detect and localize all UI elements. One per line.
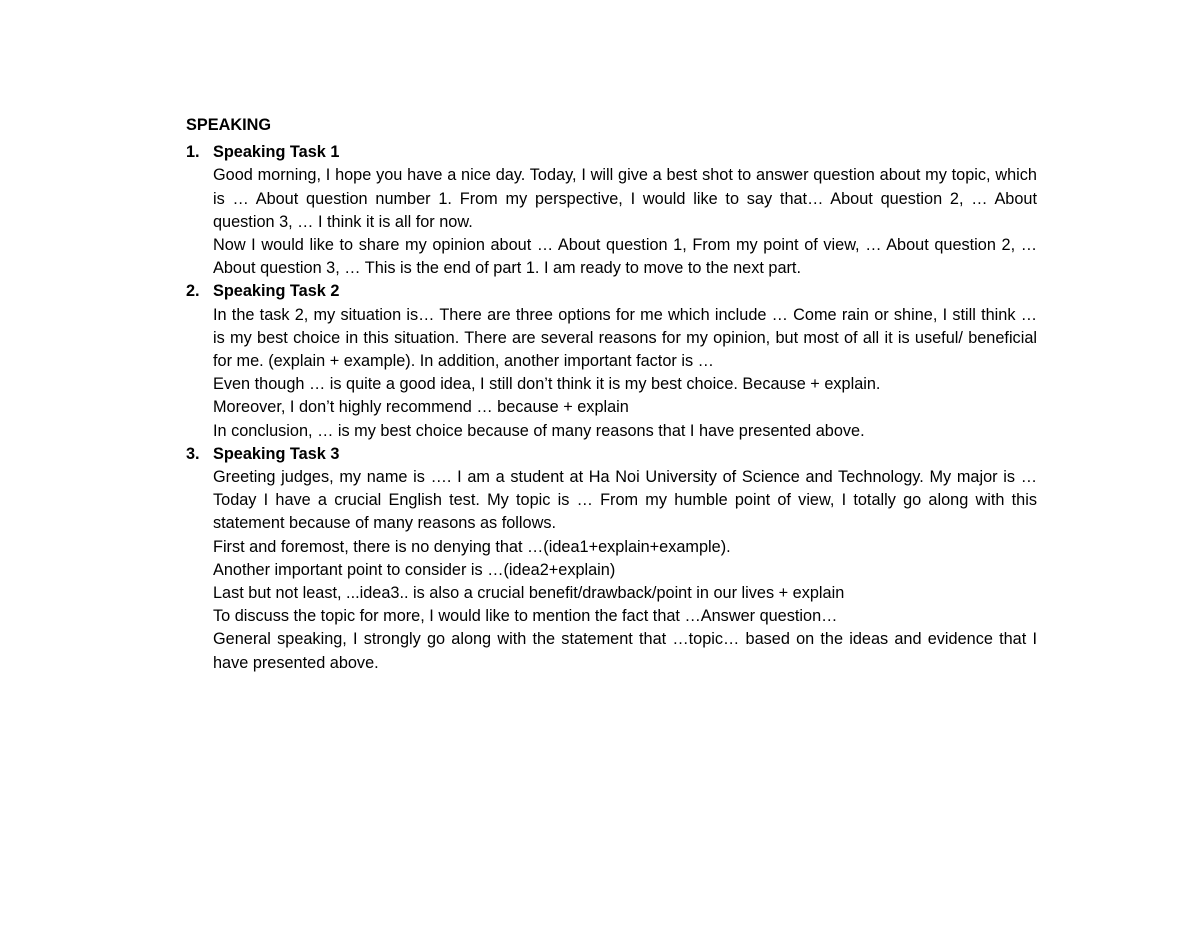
paragraph: Even though … is quite a good idea, I still don’t think it is my best choice. Because + explain. bbox=[213, 375, 881, 394]
paragraph: Last but not least, ...idea3.. is also a crucial benefit/drawback/point in our lives + explain bbox=[213, 584, 845, 603]
section-speaking-task-2 bbox=[186, 280, 1037, 442]
paragraph: Greeting judges, my name is …. I am a student at Ha Noi University of Science and Technology. My major is … Today I have a crucial English test. My topic is … From my humble point of view, I totally go along with this statement because of many reasons as follows. bbox=[213, 468, 1037, 533]
paragraph: Good morning, I hope you have a nice day. Today, I will give a best shot to answer question about my topic, which is … About question number 1. From my perspective, I would like to say that… About question 2, … About question 3, … I think it is all for now. bbox=[213, 166, 1037, 231]
paragraph: In conclusion, … is my best choice because of many reasons that I have presented above. bbox=[213, 421, 865, 440]
section-number: 2. bbox=[186, 282, 200, 301]
document-body bbox=[186, 114, 1037, 675]
paragraph: Now I would like to share my opinion about … About question 1, From my point of view, … About question 2, … About question 3, … This is the end of part 1. I am ready to move to the next part. bbox=[213, 236, 1037, 278]
section-speaking-task-1 bbox=[186, 141, 1037, 280]
section-number: 3. bbox=[186, 444, 200, 463]
paragraph: In the task 2, my situation is… There are three options for me which include … Come rain or shine, I still think … is my best choice in this situation. There are several reasons for my opinion, but most of all it is useful/ beneficial for me. (explain + example). In addition, another important factor is … bbox=[213, 305, 1037, 371]
paragraph: To discuss the topic for more, I would like to mention the fact that …Answer question… bbox=[213, 607, 838, 626]
paragraph: Moreover, I don’t highly recommend … because + explain bbox=[213, 398, 629, 417]
paragraph: Another important point to consider is …(idea2+explain) bbox=[213, 560, 616, 579]
section-speaking-task-3 bbox=[186, 443, 1037, 675]
section-heading: Speaking Task 2 bbox=[213, 282, 340, 301]
section-heading: Speaking Task 1 bbox=[213, 143, 340, 162]
section-heading: Speaking Task 3 bbox=[213, 444, 340, 463]
paragraph: General speaking, I strongly go along with the statement that …topic… based on the ideas and evidence that I have presented above. bbox=[213, 630, 1037, 672]
paragraph: First and foremost, there is no denying that …(idea1+explain+example). bbox=[213, 537, 731, 556]
document-title: SPEAKING bbox=[186, 116, 272, 134]
section-number: 1. bbox=[186, 143, 200, 162]
